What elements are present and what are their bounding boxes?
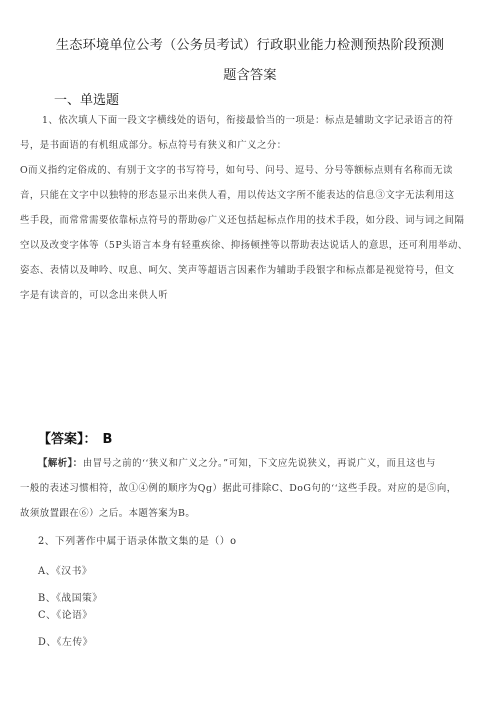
document-title-line-1: 生态环境单位公考（公务员考试）行政职业能力检测预热阶段预测	[55, 38, 445, 53]
question-1-line: 些手段，而常常需要依靠标点符号的帮助@广义还包括起标点作用的技术手段，如分段、词与词之间隔	[20, 215, 465, 226]
explanation-1	[20, 451, 482, 526]
question-1-line: O而义指约定俗成的、有别于文字的书写符号，如句号、问号、逗号、分号等额标点则有名称而无读	[20, 165, 453, 176]
explanation-line: 由冒号之前的‘‘狭义和广义之分。”可知，下文应先说狭义，再说广义，而且这也与	[82, 458, 436, 469]
question-1-line: 姿态、表情以及呻吟、叹息、呵欠、笑声等超语言因素作为辅助手段银字和标点都是视觉符号，但文	[20, 265, 455, 276]
question-2-option-c: C、《论语》	[38, 610, 93, 621]
document-title-line-2: 题含答案	[223, 68, 277, 83]
question-1-line: 1、依次填人下面一段文字横线处的语句，衔接最恰当的一项是：标点是辅助文字记录语言的符	[42, 115, 454, 126]
section-heading: 一、单选题	[54, 93, 120, 108]
answer-label: 【答案】：	[38, 432, 97, 447]
answer-value: B	[102, 432, 113, 447]
question-2-option-d: D、《左传》	[38, 637, 93, 648]
question-1-line: 字是有读音的，可以念出来供人听	[20, 290, 169, 301]
explanation-line: 故须放置跟在⑥）之后。本题答案为B。	[20, 508, 196, 519]
question-1-line: 空以及改变字体等（5P头语言本身有轻重疾徐、抑扬顿挫等以帮助表达说话人的意思，还可利用举动、	[20, 240, 468, 251]
answer-1	[38, 428, 112, 447]
question-1-text	[20, 108, 482, 308]
question-2-option-a: A、《汉书》	[38, 566, 93, 577]
question-2-option-b: B、《战国策》	[38, 593, 103, 604]
question-2-stem: 2、下列著作中属于语录体散文集的是（）o	[38, 536, 237, 547]
question-1-line: 音，只能在文字中以独特的形态显示出来供人看，用以传达文字所不能表达的信息③文字无法利用这	[20, 190, 455, 201]
explanation-line: 一般的表述习惯相符，故①④例的顺序为Qg）据此可排除C、DoG句的‘‘这些手段。对应的是⑤向，	[20, 483, 457, 494]
question-1-line: 号，是书面语的有机组成部分。标点符号有狭义和广义之分：	[20, 140, 287, 151]
explanation-label: 【解析】：	[38, 458, 83, 469]
